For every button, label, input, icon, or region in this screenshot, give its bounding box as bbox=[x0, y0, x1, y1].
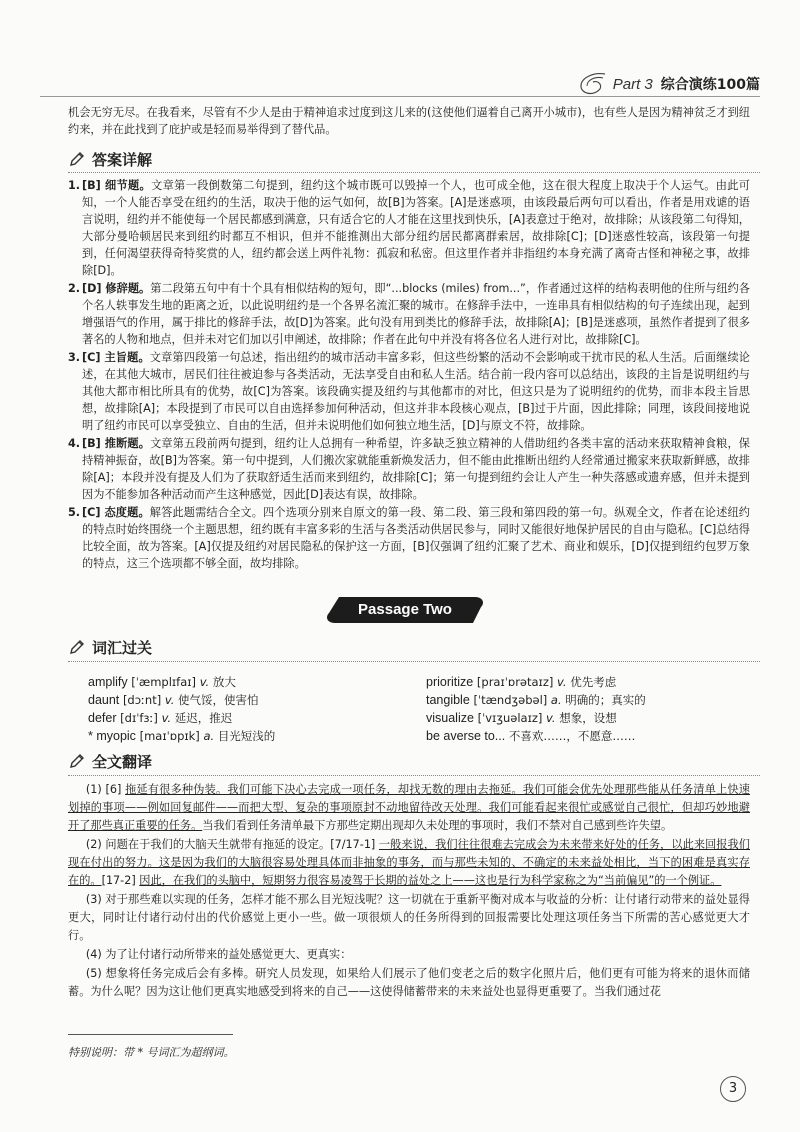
answer-number: 3. bbox=[68, 351, 81, 364]
page-number: 3 bbox=[720, 1076, 746, 1102]
vocab-entry: * myopic [maɪˈɒpɪk] a. 目光短浅的 bbox=[88, 729, 276, 743]
answer-type: [C] 态度题。 bbox=[82, 506, 150, 519]
translation-divider bbox=[68, 775, 760, 776]
translation-paragraph: (2) 问题在于我们的大脑天生就带有拖延的设定。[7/17-1] 一般来说，我们往往很难去完成会为未来带来好处的任务，以此来回报我们现在付出的努力。这是因为我们的大脑很容易处理具体而非抽象的事务，而与那些未知的、不确定的未来益处相比，当下的困难是真实存在的。[17-2] 因此，在我们的头脑中，短期努力很容易凌驾于长期的益处之上——这也是行为科学家称之为“当前偏见”的一个例证。 bbox=[68, 838, 750, 887]
answer-type: [D] 修辞题。 bbox=[82, 282, 151, 295]
pencil-icon bbox=[68, 150, 86, 168]
section-title: 综合演练100篇 bbox=[660, 77, 760, 93]
vocab-entry: be averse to... 不喜欢……，不愿意…… bbox=[426, 729, 636, 743]
vocab-heading-text: 词汇过关 bbox=[92, 638, 153, 657]
vocab-right-column bbox=[426, 673, 646, 745]
intro-paragraph: 机会无穷无尽。在我看来，尽管有不少人是由于精神追求过度到这儿来的(这使他们逼着自己离开小城市)，也有些人是因为精神贫乏才到纽约来，并在此找到了庇护或是轻而易举得到了替代品。 bbox=[68, 106, 750, 136]
vocab-entry: prioritize [praɪˈɒrətaɪz] v. 优先考虑 bbox=[426, 675, 617, 689]
translation-heading-text: 全文翻译 bbox=[92, 752, 153, 771]
vocab-heading bbox=[68, 636, 152, 658]
translation-paragraph: (5) 想象将任务完成后会有多棒。研究人员发现，如果给人们展示了他们变老之后的数字化照片后，他们更有可能为将来的退休而储蓄。为什么呢？因为这让他们更真实地感受到将来的自己——这使得储蓄带来的未来益处也显得更重要了。当我们通过花 bbox=[68, 967, 750, 998]
answers-heading bbox=[68, 148, 152, 170]
vocab-entry: daunt [dɔːnt] v. 使气馁，使害怕 bbox=[88, 693, 259, 707]
answer-item bbox=[68, 504, 750, 572]
vocab-entry: defer [dɪˈfɜː] v. 延迟，推迟 bbox=[88, 711, 233, 725]
answer-type: [C] 主旨题。 bbox=[82, 351, 150, 364]
answers-divider bbox=[68, 172, 760, 173]
footnote-rule bbox=[68, 1034, 233, 1035]
swirl-ornament-icon bbox=[575, 70, 609, 98]
answer-text: 第二段第五句中有十个具有相似结构的短句，即“...blocks (miles) from...”，作者通过这样的结构表明他的住所与纽约各个名人轶事发生地的距离之近，以此说明纽约是一个各界名流汇聚的城市。在修辞手法中，一连串具有相似结构的句子连续出现，起到增强语气的作用，属于排比的修辞手法，故[D]为答案。此句没有用到类比的修辞手法，故排除[A]；[B]是迷惑项，虽然作者提到了很多著名的人物和地点，但并未对它们加以引申阐述，故排除；作者在此句中并没有将各位名人进行对比，故排除[C]。 bbox=[82, 282, 750, 346]
vocab-entry: tangible [ˈtændʒəbəl] a. 明确的；真实的 bbox=[426, 693, 646, 707]
translation-body bbox=[68, 781, 750, 1002]
passage-banner-text: Passage Two bbox=[358, 601, 452, 618]
answer-type: [B] 细节题。 bbox=[82, 179, 152, 192]
pencil-icon bbox=[68, 752, 86, 770]
intro-block bbox=[68, 104, 750, 138]
pencil-icon bbox=[68, 638, 86, 656]
passage-banner bbox=[325, 595, 485, 625]
answer-type: [B] 推断题。 bbox=[82, 437, 151, 450]
footnote: 特别说明：带 * 号词汇为超纲词。 bbox=[68, 1046, 235, 1059]
answers-heading-text: 答案详解 bbox=[92, 150, 153, 169]
vocab-entry: visualize [ˈvɪʒuəlaɪz] v. 想象，设想 bbox=[426, 711, 617, 725]
answer-item bbox=[68, 435, 750, 503]
vocab-entry: amplify [ˈæmplɪfaɪ] v. 放大 bbox=[88, 675, 236, 689]
translation-paragraph: (1) [6] 拖延有很多种伪装。我们可能下决心去完成一项任务，却找无数的理由去拖延。我们可能会优先处理那些能从任务清单上快速划掉的事项——例如回复邮件——而把大型、复杂的事项原封不动地留待改天处理。我们可能看起来很忙或感觉自己很忙，但却巧妙地避开了那些真正重要的任务。当我们看到任务清单最下方那些定期出现却久未处理的事项时，我们不禁对自己感到些许失望。 bbox=[68, 783, 750, 832]
answer-item bbox=[68, 177, 750, 279]
part-label: Part 3 bbox=[612, 75, 653, 93]
translation-paragraph: (3) 对于那些难以实现的任务，怎样才能不那么目光短浅呢？这一切就在于重新平衡对成本与收益的分析：让付诸行动带来的益处显得更大，同时让付诸行动付出的代价感觉上更小一些。做一项很烦人的任务所得到的回报需要比处理这项任务当下所需的苦心感觉更大才行。 bbox=[68, 893, 750, 942]
answer-number: 2. bbox=[68, 282, 81, 295]
answer-text: 文章第四段第一句总述，指出纽约的城市活动丰富多彩，但这些纷繁的活动不会影响或干扰市民的私人生活。后面继续论述，在其他大城市，居民们往往被迫参与各类活动，无法享受自由和私人生活。结合前一段内容可以总结出，该段的主旨是说明纽约与其他大都市相比所具有的优势，故[C]为答案。该段确实提及纽约与其他都市的对比，但这只是为了说明纽约的优势，而非本段主旨思想，故排除[A]；本段提到了市民可以自由选择参加何种活动，但这并非本段核心观点，[B]过于片面，因此排除；同理，该段间接地说明了纽约市民可以享受独立、自由的生活，但并未说明他们如何独立地生活，[D]与原文不符，故排除。 bbox=[82, 351, 750, 432]
answer-item bbox=[68, 349, 750, 434]
answer-text: 文章第一段倒数第二句提到，纽约这个城市既可以毁掉一个人，也可成全他，这在很大程度上取决于个人运气。由此可知，一个人能否享受在纽约的生活，取决于他的运气如何，故[B]为答案。[A]是迷惑项，由该段最后两句可以看出，作者是用戏谑的语言说明，纽约并不能使每一个居民都感到满意，只有适合它的人才能在这里找到快乐，[A]表意过于绝对，故排除；从该段第二句得知，大部分曼哈顿居民来到纽约时都互不相识，但并不能推测出大部分纽约居民都离群索居，故排除[C]；[D]迷惑性较高，该段第一句提到，任何渴望获得奇特奖赏的人，纽约都会送上两件礼物：孤寂和私密。但这里作者并非指纽约本身充满了离奇古怪和神秘之事，故排除[D]。 bbox=[82, 179, 750, 277]
answers-list bbox=[68, 177, 750, 573]
vocab-divider bbox=[68, 661, 760, 662]
translation-heading bbox=[68, 750, 152, 772]
page-header bbox=[575, 70, 760, 98]
answer-number: 1. bbox=[68, 179, 81, 192]
answer-item bbox=[68, 280, 750, 348]
answer-text: 文章第五段前两句提到，纽约让人总拥有一种希望，许多缺乏独立精神的人借助纽约各类丰富的活动来获取精神食粮，保持精神振奋，故[B]为答案。第一句中提到，人们搬次家就能重新焕发活力，但不能由此推断出纽约人经常通过搬家来获取新鲜感，故排除[A]；本段并没有提及人们为了获取舒适生活而来到纽约，故排除[C]；第一句提到纽约会让人产生一种失落感或遗弃感，但并未提到因为不能参加各种活动而产生这种感觉，因此[D]表达有误，故排除。 bbox=[82, 437, 750, 501]
answer-number: 5. bbox=[68, 506, 81, 519]
answer-number: 4. bbox=[68, 437, 81, 450]
answer-text: 解答此题需结合全文。四个选项分别来自原文的第一段、第二段、第三段和第四段的第一句。纵观全文，作者在论述纽约的特点时始终围绕一个主题思想，纽约既有丰富多彩的生活与各类活动供居民参与，同时又能很好地保护居民的自由与隐私。[C]总结得比较全面，故为答案。[A]仅提及纽约对居民隐私的保护这一方面，[B]仅强调了纽约汇聚了艺术、商业和娱乐，[D]仅提到纽约包罗万象的特点，这三个选项都不够全面，故均排除。 bbox=[82, 506, 750, 570]
translation-paragraph: (4) 为了让付诸行动所带来的益处感觉更大、更真实： bbox=[85, 948, 352, 961]
header-rule bbox=[40, 96, 760, 97]
vocab-left-column bbox=[88, 673, 275, 745]
